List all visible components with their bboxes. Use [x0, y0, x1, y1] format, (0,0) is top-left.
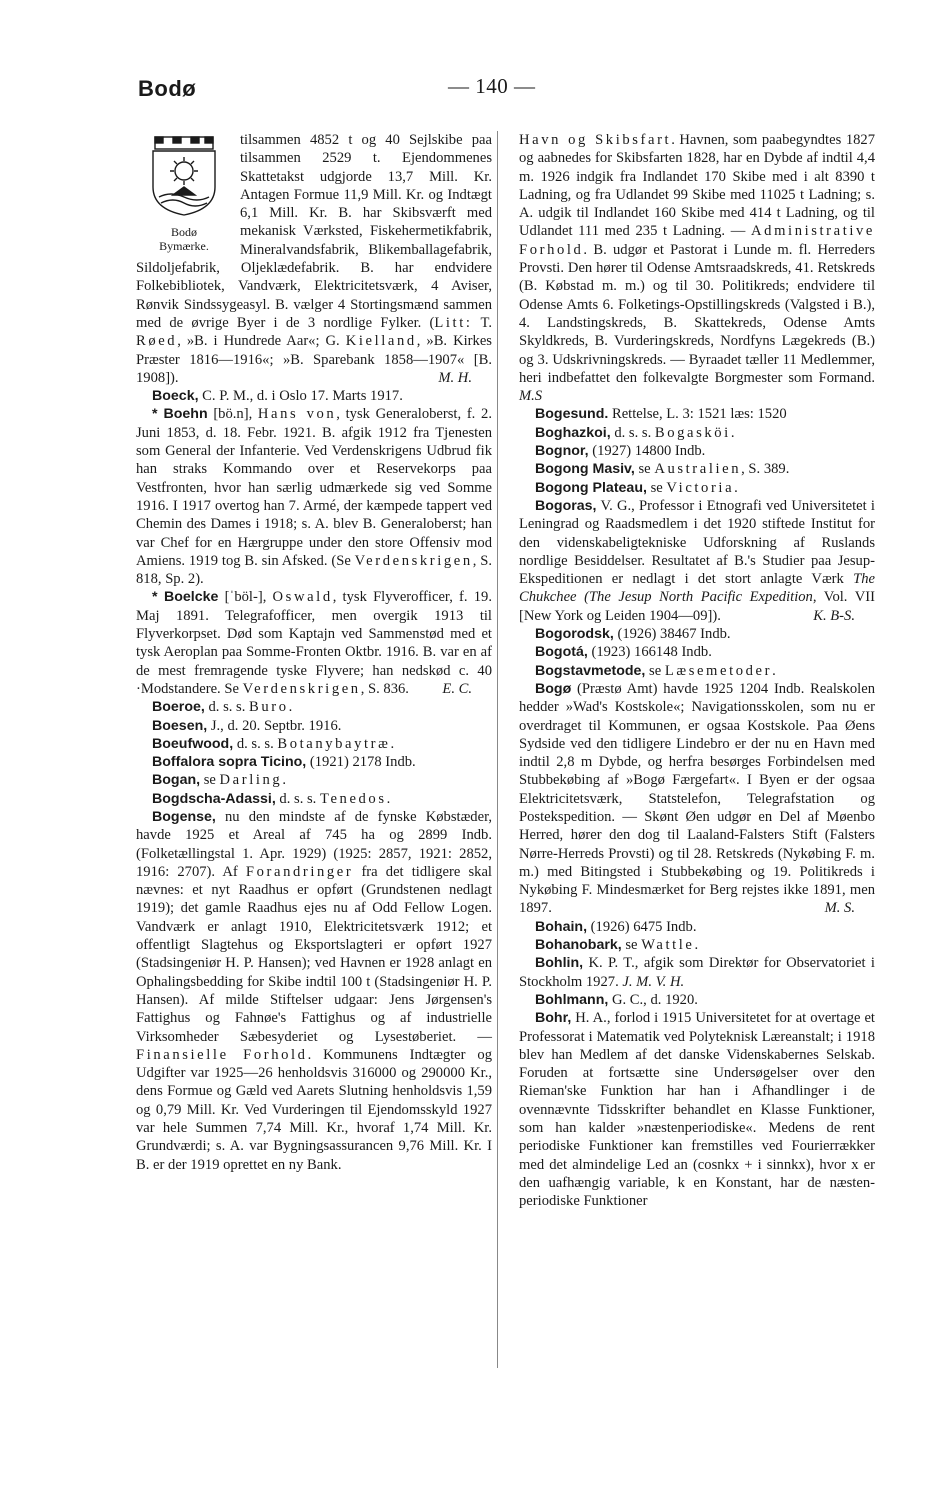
- section-label: Havn og Skibsfart: [519, 132, 672, 148]
- section-label: Finansielle Forhold: [136, 1046, 308, 1063]
- headword: Bogense,: [152, 808, 216, 825]
- headword: Bogong Masiv,: [535, 461, 635, 478]
- entry-text: G. C., d. 1920.: [608, 991, 698, 1008]
- entry-text: (1927) 14800 Indb.: [588, 443, 706, 460]
- entry-text-cont: fra det tidligere skal nævnes: et nyt Raadhus er opført (Grundstenen nedlagt 1919); det gamle Raadhus ejes nu af Odd Fellow Logen. Vandværk er anlagt 1910, Elektricitetsværk 1912; et offentligt Slagtehus og Eksportslagteri er opført 1927 (Stadsingeniør H. P. Hansen); ved Havnen er 1928 anlagt en Ophalingsbedding for Skibe indtil 100 t (Stadsingeniør H. P. Hansen). Af milde Stiftelser udgaar: Jens Jørgensen's Fattighus og Fahnøe's Fattighus og af industrielle Virksomheder Sæbesyderiet og Lysestøberiet. —: [136, 863, 492, 1045]
- section-label: Forandringer: [245, 863, 354, 880]
- entry-text: Rettelse, L. 3: 1521 læs: 1520: [608, 406, 787, 423]
- signature: M.S: [519, 388, 543, 405]
- running-head-word: Bodø: [138, 76, 197, 101]
- entry-text: K. P. T., afgik som Direktør for Observatoriet i Stockholm 1927.: [519, 955, 875, 990]
- entry-bogong-plateau: Bogong Plateau, se Victoria.: [535, 479, 738, 496]
- entry-boeufwood: Boeufwood, d. s. s. Botanybaytræ.: [152, 735, 395, 752]
- bodo-emblem: [136, 135, 232, 251]
- entry-bohr: [519, 1009, 875, 1210]
- headword: * Boehn: [152, 406, 208, 423]
- entry-text: nu den mindste af de fynske Købstæder, havde 1925 et Areal af 745 ha og 2899 Indb. (Folketællingstal 1. Apr. 1929) (1925: 2857, 1921: 2852, 1916: 2707). Af: [136, 808, 492, 880]
- entry-text-end: . B. udgør et Pastorat i Lunde m. fl. Herreders Provsti. Den hører til Odense Amtsraadskreds, 41. Retskreds (B. Købstad m. m.) og til 30. Politikreds; endvidere til Odense Amts 6. Folketings-Opstillingskreds (Valgsted i B.), 4. Landstingskreds, B. Skattekreds, Odense Amts Skyldkreds, B. Vurderingskreds, Nordfyns Lægekreds (B.) og 3. Udskrivningskreds. — Byraadet tæller 11 Medlemmer, heri indbefattet den folkevalgte Borgmester som Formand.: [519, 241, 875, 386]
- entry-bogesund: [519, 405, 875, 423]
- headword: Bogesund.: [535, 406, 609, 423]
- entry-boffalora: [136, 753, 492, 771]
- entry-text: se: [646, 479, 667, 496]
- entry-text: (1921) 2178 Indb.: [306, 754, 416, 771]
- bodo-text-mid2: , »B. i Hundrede Aar«; G.: [177, 333, 346, 350]
- right-column: [519, 131, 875, 1211]
- entry-text: . Havnen, som paabegyndtes 1827 og aabnedes for Skibsfarten 1828, har en Dybde af indtil 4,4 m. 1926 indgik fra Indlandet 170 Skibe med i alt 8390 t Ladning, og fra Udlandet 99 Skibe med 11025 t Ladning; s. A. udgik til Indlandet 160 Skibe med 414 t Ladning, og til Udlandet 111 med 235 t Ladning. —: [519, 132, 876, 240]
- headword: * Boelcke: [152, 589, 219, 606]
- page-number: — 140 —: [448, 74, 536, 98]
- headword: Bogotá,: [535, 644, 588, 661]
- entry-bohlmann: [519, 991, 875, 1009]
- headword: Boeck,: [152, 388, 199, 405]
- entry-bogo: [519, 680, 875, 918]
- signature: M. H.: [438, 369, 472, 386]
- headword: Bogoras,: [535, 497, 597, 514]
- headword: Boeufwood,: [152, 735, 234, 752]
- headword: Bohain,: [535, 918, 588, 935]
- entry-text-end: . Kommunens Indtægter og Udgifter var 1925—26 henholdsvis 316000 og 290000 Kr., dens Formue og Gæld ved Aarets Slutning henholdsvis 1,59 og 0,79 Mill. Kr. Ved Vurderingen til Ejendomsskyld 1927 var hele Summen 7,74 Mill. Kr., hvoraf 1,74 Mill. Kr. Grundværdi; s. A. var Bygningsassurancen 9,76 Mill. Kr. I B. er der 1919 oprettet en ny Bank.: [136, 1046, 492, 1173]
- pronunciation: [ˈböl-],: [218, 589, 273, 606]
- headword: Bogong Plateau,: [535, 479, 647, 496]
- emblem-caption-subtitle: Bymærke.: [159, 239, 209, 253]
- signature: J. M. V. H.: [622, 973, 685, 990]
- entry-bogense: [136, 808, 492, 1174]
- entry-bogstavmetode: Bogstavmetode, se Læsemetoder.: [535, 662, 776, 679]
- headword: Boffalora sopra Ticino,: [152, 754, 307, 771]
- entry-bogan: Bogan, se Darling.: [152, 772, 286, 789]
- entry-text: (1923) 166148 Indb.: [587, 644, 712, 661]
- entry-text: V. G., Professor i Etnografi ved Universitetet i Leningrad og Raadsmedlem i det 1920 stiftede Institut for den videnskabeligtekniske Udforskning af Ruslands nordlige Besiddelser. Resultatet af B.'s Studier paa Jesup-Ekspeditionen er nedlagt i det stort anlagte Værk: [519, 497, 875, 588]
- cross-reference[interactable]: Victoria: [666, 479, 735, 496]
- entry-text: se: [634, 461, 655, 478]
- headword: Bogø: [535, 680, 572, 697]
- entry-bohlin: [519, 954, 875, 991]
- entry-text-end: , S. 836.: [360, 680, 409, 697]
- entry-boesen: [136, 717, 492, 735]
- bodo-text-mid1: T.: [472, 314, 492, 331]
- headword: Bohanobark,: [535, 937, 622, 954]
- bodo-text-intro: tilsammen 4852 t og 40 Sejlskibe paa tilsammen 2529 t. Ejendommenes Skattetakst udgjorde 13,7 Mill. Kr. Antagen Formue 11,9 Mill. Kr. og Indtægt 6,1 Mill. Kr. B. har Skibsværft med mekanisk Værksted, Fiskehermetikfabrik, Mineralvandsfabrik, Blikemballagefabrik, Sildoljefabrik, Oljeklædefabrik. B. har endvidere Folkebibliotek, Vandværk, Elektricitetsværk, 4 Aviser, Rønvik Sindssygeasyl. B. vælger 4 Stortingsmænd sammen med de øvrige Byer i de 3 nordlige Fylker. (: [136, 132, 492, 331]
- section-label: Administrative Forhold: [519, 223, 875, 258]
- work-title: The Chukchee (The Jesup North Pacific Expedition: [519, 571, 875, 606]
- entry-text: (1926) 38467 Indb.: [613, 626, 731, 643]
- person-name: Oswald: [272, 589, 333, 606]
- cross-reference[interactable]: Buro: [249, 699, 289, 716]
- bodo-text-end: , »B. Kirkes Præster 1816—1916«; »B. Sparebank 1858—1907« [B. 1908]).: [136, 333, 492, 386]
- left-column: [136, 131, 492, 1174]
- author-roed: Røed: [136, 333, 178, 350]
- entry-bohain: [519, 918, 875, 936]
- entry-bogorodsk: [519, 625, 875, 643]
- headword: Bohlmann,: [535, 991, 609, 1008]
- headword: Bogdscha-Adassi,: [152, 790, 276, 807]
- entry-text: d. s. s.: [610, 424, 655, 441]
- person-name: Hans von: [257, 406, 337, 423]
- headword: Boeroe,: [152, 699, 205, 716]
- entry-boeroe: Boeroe, d. s. s. Buro.: [152, 699, 293, 716]
- literature-label: Litt:: [434, 314, 473, 331]
- entry-bogoras: [519, 497, 875, 625]
- headword: Bognor,: [535, 443, 589, 460]
- entry-bogong-masiv: [519, 460, 875, 478]
- entry-text: se: [621, 937, 642, 954]
- cross-reference[interactable]: Botanybaytræ: [277, 735, 391, 752]
- bogense-continuation: [519, 131, 875, 405]
- signature: K. B-S.: [813, 607, 855, 624]
- bodo-entry-continuation: [136, 131, 492, 387]
- entry-text: , tysk Generaloberst, f. 2. Juni 1853, d. 18. Febr. 1921. B. afgik 1912 fra Tjenesten som General der Infanterie. Ved Verdenskrigens Udbrud fik han straks Kommando over et Reservekorps paa Vestfronten, hvor han særlig udmærkede sig ved Somme 1916. I 1917 overtog han 7. Armé, der kæmpede tappert ved Chemin des Dames i 1918; s. A. blev B. Generaloberst; han var Chef for en Hærgruppe under den store Offensiv mod Amiens. 1919 tog B. sin Afsked. (Se: [136, 406, 492, 569]
- entry-text: C. P. M., d. i Oslo 17. Marts 1917.: [198, 388, 403, 405]
- bodo-coat-of-arms-icon: [141, 135, 227, 217]
- headword: Bohr,: [535, 1010, 572, 1027]
- cross-reference[interactable]: Tenedos: [319, 790, 387, 807]
- entry-bogdscha-adassi: Bogdscha-Adassi, d. s. s. Tenedos.: [152, 790, 391, 807]
- cross-reference[interactable]: Læsemetoder: [664, 662, 773, 679]
- headword: Bogstavmetode,: [535, 662, 646, 679]
- signature: M. S.: [824, 900, 855, 917]
- cross-reference[interactable]: Verdenskrigen: [242, 680, 361, 697]
- cross-reference[interactable]: Wattle: [641, 937, 695, 954]
- entry-text-end: , S. 818, Sp. 2).: [136, 552, 493, 588]
- headword: Bogan,: [152, 772, 201, 789]
- entry-text-end: , Vol. VII [New York og Leiden 1904—09]).: [519, 589, 875, 624]
- entry-text: (Præstø Amt) havde 1925 1204 Indb. Realskolen hedder »Wad's Kostskole«; Navigationsskolen, som nu er overdraget til Kommunen, er ogsaa Kostskole. Paa Øens Sydside ved den tidligere Lindebro er der nu en Havn med indtil 2,8 m Dybde, og herfra besørges Forbindelsen med Stubbekøbing af »Bogø Færgefart«. I Byen er der ogsaa Elektricitetsværk, Statstelefon, Telegrafstation og Postekspedition. — Skønt Øen udgør en Del af Møenbo Herred, hører den dog til Laaland-Falsters Stift (Falsters Nørre-Herreds Provsti) og til 28. Retskreds (Nykøbing F. m. m.) med Bitingsted i Stubbekøbing og 19. Politikreds i Nykøbing F. Mindesmærket for Berg rejstes ikke 1891, men 1897.: [519, 680, 875, 917]
- entry-text: se: [645, 662, 665, 679]
- entry-boghazkoi: Boghazkoi, d. s. s. Bogasköi.: [535, 424, 735, 441]
- entry-text: d. s. s.: [275, 790, 320, 807]
- headword: Bohlin,: [535, 955, 584, 972]
- entry-bohanobark: Bohanobark, se Wattle.: [535, 937, 699, 954]
- cross-reference[interactable]: Verdenskrigen: [354, 552, 473, 569]
- author-kielland: Kielland: [345, 333, 417, 350]
- entry-text-end: , S. 389.: [741, 461, 790, 478]
- entry-text: se: [200, 772, 220, 789]
- headword: Bogorodsk,: [535, 626, 614, 643]
- signature: E. C.: [442, 680, 472, 697]
- headword: Boghazkoi,: [535, 424, 611, 441]
- entry-text: H. A., forlod i 1915 Universitetet for at overtage et Professorat i Matematik ved Polyteknisk Læreanstalt; i 1918 blev han Medlem af det danske Videnskabernes Selskab. Foruden at fortsætte sine Undersøgelser over den Rieman'ske Funktion har han i Afhandlinger i de ovennævnte Tidsskrifter behandlet en Klasse Funktioner, som han kalder »næstenperiodiske«. Medens de rent periodiske Funktioner kan fremstilles ved Fourierrækker med det almindelige Led an (cosnkx + i sinnkx), hvor x er den uafhængig variable, k en Konstant, har de næsten-periodiske Funktioner: [519, 1010, 875, 1210]
- cross-reference[interactable]: Australien: [654, 461, 742, 478]
- entry-text: (1926) 6475 Indb.: [587, 918, 697, 935]
- entry-text: d. s. s.: [204, 699, 250, 716]
- entry-bogota: [519, 643, 875, 661]
- entry-text: J., d. 20. Septbr. 1916.: [207, 717, 342, 734]
- emblem-caption-title: Bodø: [170, 225, 197, 239]
- entry-boeck: [136, 387, 492, 405]
- entry-text: d. s. s.: [233, 735, 278, 752]
- entry-bognor: [519, 442, 875, 460]
- headword: Boesen,: [152, 717, 208, 734]
- cross-reference[interactable]: Darling: [219, 772, 283, 789]
- cross-reference[interactable]: Bogasköi: [654, 424, 731, 441]
- entry-boelcke: [136, 588, 492, 698]
- pronunciation: [bö.n],: [207, 406, 258, 423]
- entry-text: , tysk Flyverofficer, f. 19. Maj 1891. Telegrafofficer, men overgik 1913 til Flyverkorpset. Død som Kaptajn ved Sammenstød med et tysk Aeroplan paa Somme-Fronten Oktbr. 1916. B. var en af de mest fremragende tyske Flyvere; han nedskød c. 40 ·Modstandere. Se: [136, 589, 492, 697]
- column-divider: [497, 131, 498, 1368]
- entry-boehn: [136, 405, 492, 588]
